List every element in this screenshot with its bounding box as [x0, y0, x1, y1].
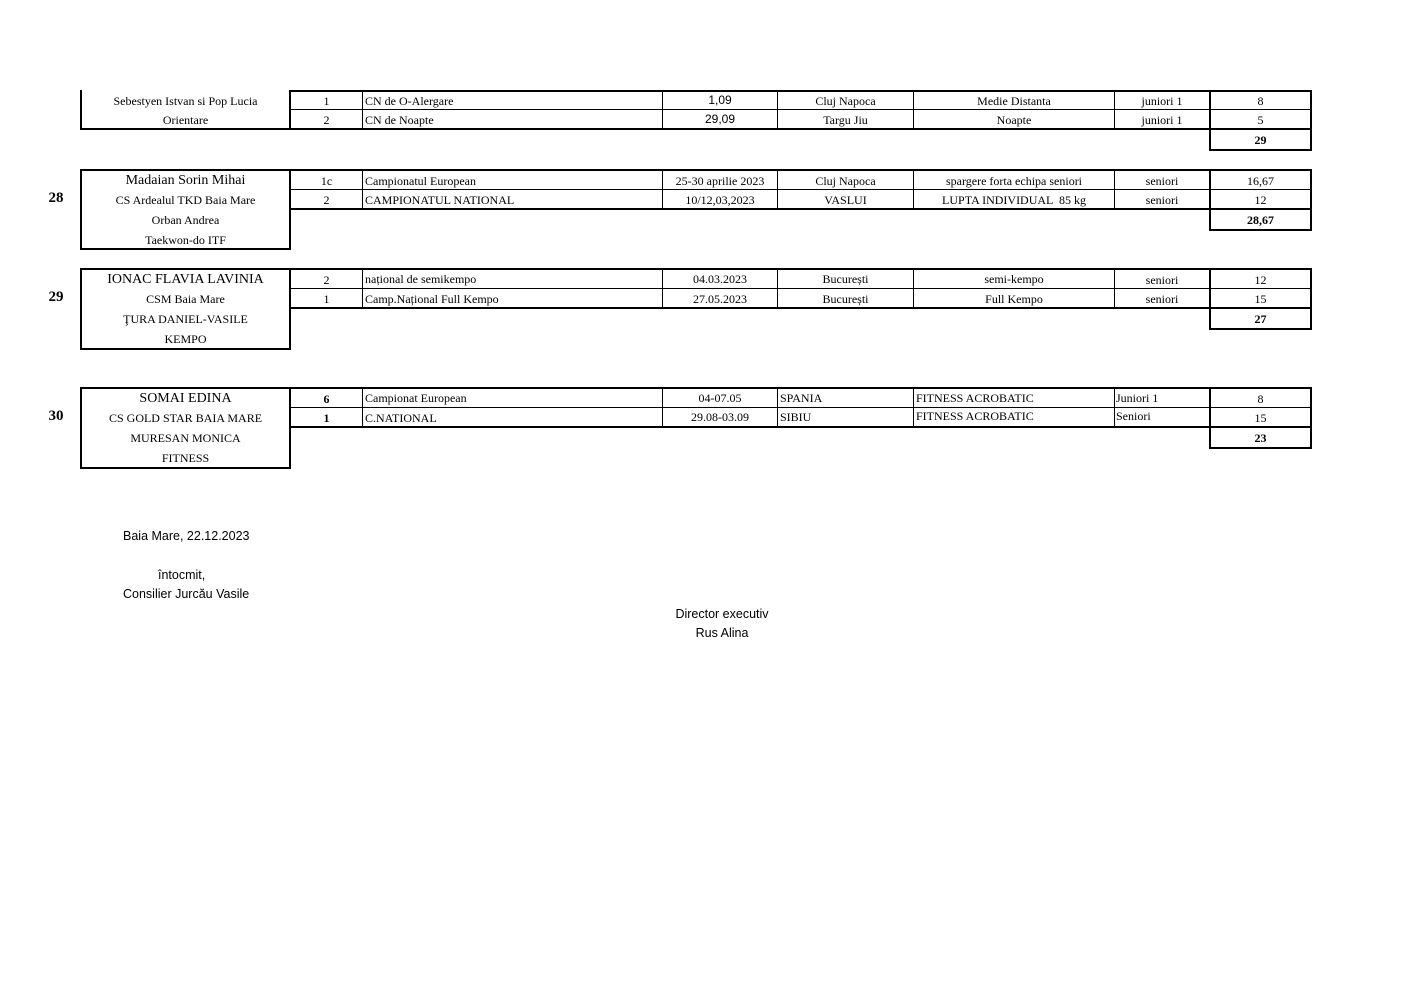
info-line: Sebestyen Istvan si Pop Lucia [113, 94, 258, 108]
result-competition: C.NATIONAL [365, 411, 437, 425]
result-points: 8 [1257, 392, 1264, 406]
result-category: Seniori [1116, 409, 1151, 423]
result-competition: CN de Noapte [365, 113, 434, 127]
result-points: 15 [1254, 292, 1267, 306]
entry-number: 30 [48, 408, 64, 424]
result-date: 04-07.05 [698, 391, 742, 405]
result-place: 2 [323, 273, 330, 287]
result-location: București [822, 272, 869, 286]
result-event: Medie Distanta [977, 94, 1051, 108]
result-event: FITNESS ACROBATIC [916, 391, 1034, 405]
info-line: Orientare [162, 113, 209, 127]
result-event: FITNESS ACROBATIC [916, 409, 1034, 423]
result-category: seniori [1145, 292, 1179, 306]
club-name: CS Ardealul TKD Baia Mare [115, 193, 256, 207]
result-event: Noapte [996, 113, 1032, 127]
total-points: 23 [1254, 431, 1267, 445]
result-category: juniori 1 [1141, 94, 1183, 108]
result-event: spargere forta echipa seniori [945, 174, 1083, 188]
result-place: 1 [323, 292, 330, 306]
result-place: 2 [323, 193, 330, 207]
result-points: 12 [1254, 193, 1267, 207]
result-competition: CN de O-Alergare [365, 94, 454, 108]
result-location: Cluj Napoca [815, 94, 876, 108]
result-date: 25-30 aprilie 2023 [675, 174, 765, 188]
sport-name: Taekwon-do ITF [145, 233, 226, 247]
athlete-name: IONAC FLAVIA LAVINIA [107, 272, 264, 287]
result-competition: Campionat European [365, 391, 467, 405]
result-competition: național de semikempo [365, 272, 477, 286]
result-location: VASLUI [824, 193, 867, 207]
result-place: 1 [323, 94, 330, 108]
result-location: Targu Jiu [823, 113, 868, 127]
result-points: 5 [1257, 113, 1264, 127]
entry-number: 28 [48, 190, 64, 206]
club-name: CSM Baia Mare [146, 292, 225, 306]
result-date: 29,09 [704, 112, 736, 126]
result-competition: CAMPIONATUL NATIONAL [365, 193, 515, 207]
result-points: 8 [1257, 94, 1264, 108]
result-location: Cluj Napoca [815, 174, 876, 188]
total-points: 28,67 [1247, 213, 1274, 227]
result-competition: Camp.Național Full Kempo [365, 292, 499, 306]
result-place: 1c [320, 174, 333, 188]
result-place: 2 [323, 113, 330, 127]
club-name: CS GOLD STAR BAIA MARE [108, 411, 263, 425]
director-name: Rus Alina [695, 626, 749, 640]
prepared-label: întocmit, [158, 568, 206, 582]
result-location: SPANIA [780, 391, 823, 405]
result-competition: Campionatul European [365, 174, 476, 188]
result-category: Juniori 1 [1116, 391, 1159, 405]
coach-name: ŢURA DANIEL-VASILE [123, 312, 248, 326]
result-date: 27.05.2023 [693, 292, 747, 306]
entry-number: 29 [48, 289, 64, 305]
result-points: 15 [1254, 411, 1267, 425]
sport-name: FITNESS [161, 451, 210, 465]
result-place: 1 [323, 411, 330, 425]
result-date: 29.08-03.09 [691, 410, 749, 424]
result-category: seniori [1145, 193, 1179, 207]
result-date: 10/12,03,2023 [685, 193, 755, 207]
result-event: Full Kempo [985, 292, 1043, 306]
prepared-by: Consilier Jurcău Vasile [123, 587, 250, 601]
athlete-name: Madaian Sorin Mihai [125, 173, 246, 188]
result-category: seniori [1145, 273, 1179, 287]
result-points: 16,67 [1247, 174, 1274, 188]
athlete-name: SOMAI EDINA [139, 391, 232, 406]
total-points: 29 [1254, 133, 1267, 147]
result-event: semi-kempo [984, 272, 1044, 286]
result-date: 04.03.2023 [693, 272, 747, 286]
result-place: 6 [323, 392, 330, 406]
director-title: Director executiv [675, 607, 769, 621]
result-points: 12 [1254, 273, 1267, 287]
result-date: 1,09 [708, 93, 732, 107]
result-event: LUPTA INDIVIDUAL 85 kg [942, 193, 1086, 207]
result-category: juniori 1 [1141, 113, 1183, 127]
coach-name: Orban Andrea [151, 213, 220, 227]
result-category: seniori [1145, 174, 1179, 188]
result-location: București [822, 292, 869, 306]
place-date: Baia Mare, 22.12.2023 [123, 529, 250, 543]
total-points: 27 [1254, 312, 1267, 326]
sport-name: KEMPO [164, 332, 207, 346]
result-location: SIBIU [780, 410, 812, 424]
coach-name: MURESAN MONICA [130, 431, 241, 445]
